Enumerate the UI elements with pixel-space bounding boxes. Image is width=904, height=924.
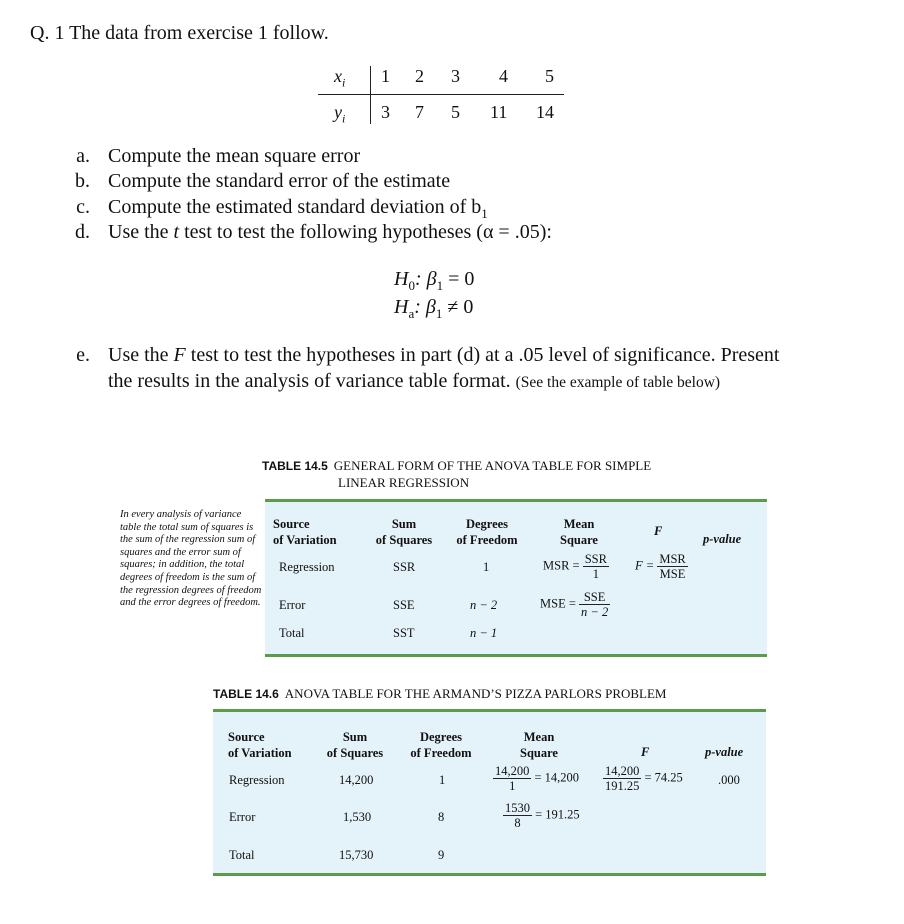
alternative-hypothesis: $H_a$: $\beta_1 \ne 0$ bbox=[394, 296, 474, 321]
table-14-5 bbox=[265, 502, 767, 654]
col-f-header: F bbox=[654, 524, 663, 538]
row-total-df: 9 bbox=[438, 848, 445, 862]
y-value: 11 bbox=[490, 102, 508, 122]
row-total-source: Total bbox=[279, 626, 305, 640]
row-regression-ss: 14,200 bbox=[339, 773, 374, 787]
x-value: 5 bbox=[545, 66, 554, 86]
y-value: 7 bbox=[415, 102, 424, 122]
row-regression-source: Regression bbox=[279, 560, 335, 574]
y-value: 5 bbox=[451, 102, 460, 122]
row-total-ss: 15,730 bbox=[339, 848, 374, 862]
row-regression-ms: $\frac{14,200}{1}$ = 14,200 bbox=[495, 764, 580, 793]
col-ss-header: Sum of Squares bbox=[375, 517, 433, 547]
row-error-ms: MSE = $\frac{\text{SSE}}{n - 2}$ bbox=[540, 590, 609, 619]
table-14-6-title: TABLE 14.6 ANOVA TABLE FOR THE ARMAND’S PIZZA PARLORS PROBLEM bbox=[213, 686, 667, 701]
table-14-6-bottom-rule bbox=[213, 873, 766, 876]
x-value: 1 bbox=[381, 66, 390, 86]
col-ss-header: Sum of Squares bbox=[326, 730, 384, 760]
col-source-header: Source of Variation bbox=[273, 517, 337, 547]
col-df-header: Degrees of Freedom bbox=[410, 730, 472, 760]
x-value: 3 bbox=[451, 66, 460, 86]
row-regression-df: 1 bbox=[483, 560, 490, 574]
data-table-divider-horizontal bbox=[318, 94, 564, 95]
row-error-source: Error bbox=[279, 598, 306, 612]
row-regression-df: 1 bbox=[439, 773, 446, 787]
col-source-header: Source of Variation bbox=[228, 730, 292, 760]
data-table-divider-vertical bbox=[370, 66, 371, 124]
y-value: 14 bbox=[536, 102, 554, 122]
x-value: 4 bbox=[499, 66, 508, 86]
table-14-5-title-line2: LINEAR REGRESSION bbox=[338, 475, 470, 490]
question-title: Q. 1 The data from exercise 1 follow. bbox=[30, 22, 329, 44]
row-error-ss: 1,530 bbox=[343, 810, 372, 824]
col-df-header: Degrees of Freedom bbox=[456, 517, 518, 547]
table-14-5-title: TABLE 14.5 GENERAL FORM OF THE ANOVA TABLE FOR SIMPLE bbox=[262, 458, 652, 473]
col-f-header: F bbox=[641, 745, 650, 759]
col-ms-header: Mean Square bbox=[560, 517, 598, 547]
row-total-source: Total bbox=[229, 848, 255, 862]
row-regression-f: $\frac{14,200}{191.25}$ = 74.25 bbox=[605, 764, 683, 793]
row-total-ss: SST bbox=[393, 626, 415, 640]
table-14-6 bbox=[213, 712, 766, 873]
row-error-df: n − 2 bbox=[470, 598, 498, 612]
row-regression-ss: SSR bbox=[393, 560, 416, 574]
x-label: $x_i$ bbox=[334, 66, 346, 90]
x-value: 2 bbox=[415, 66, 424, 86]
col-ms-header: Mean Square bbox=[520, 730, 558, 760]
null-hypothesis: $H_0$: $\beta_1 = 0$ bbox=[394, 268, 475, 293]
row-regression-f: F = $\frac{\text{MSR}}{\text{MSE}}$ bbox=[635, 552, 686, 581]
table-14-5-side-note: In every analysis of variance table the total sum of squares is the sum of the regression sum of squares and the error sum of squares; in addition, the total degrees of freedom is the sum of the regression degrees of freedom and the error degrees of freedom. bbox=[120, 509, 262, 609]
table-14-5-bottom-rule bbox=[265, 654, 767, 657]
y-label: $y_i$ bbox=[334, 102, 346, 126]
row-regression-source: Regression bbox=[229, 773, 285, 787]
row-error-source: Error bbox=[229, 810, 256, 824]
row-total-df: n − 1 bbox=[470, 626, 498, 640]
row-error-ms: $\frac{1530}{8}$ = 191.25 bbox=[505, 801, 580, 830]
row-regression-p: .000 bbox=[718, 773, 740, 787]
y-value: 3 bbox=[381, 102, 390, 122]
row-regression-ms: MSR = $\frac{\text{SSR}}{1}$ bbox=[543, 552, 607, 581]
row-error-df: 8 bbox=[438, 810, 445, 824]
row-error-ss: SSE bbox=[393, 598, 415, 612]
col-p-header: p-value bbox=[703, 532, 742, 546]
col-p-header: p-value bbox=[705, 745, 744, 759]
